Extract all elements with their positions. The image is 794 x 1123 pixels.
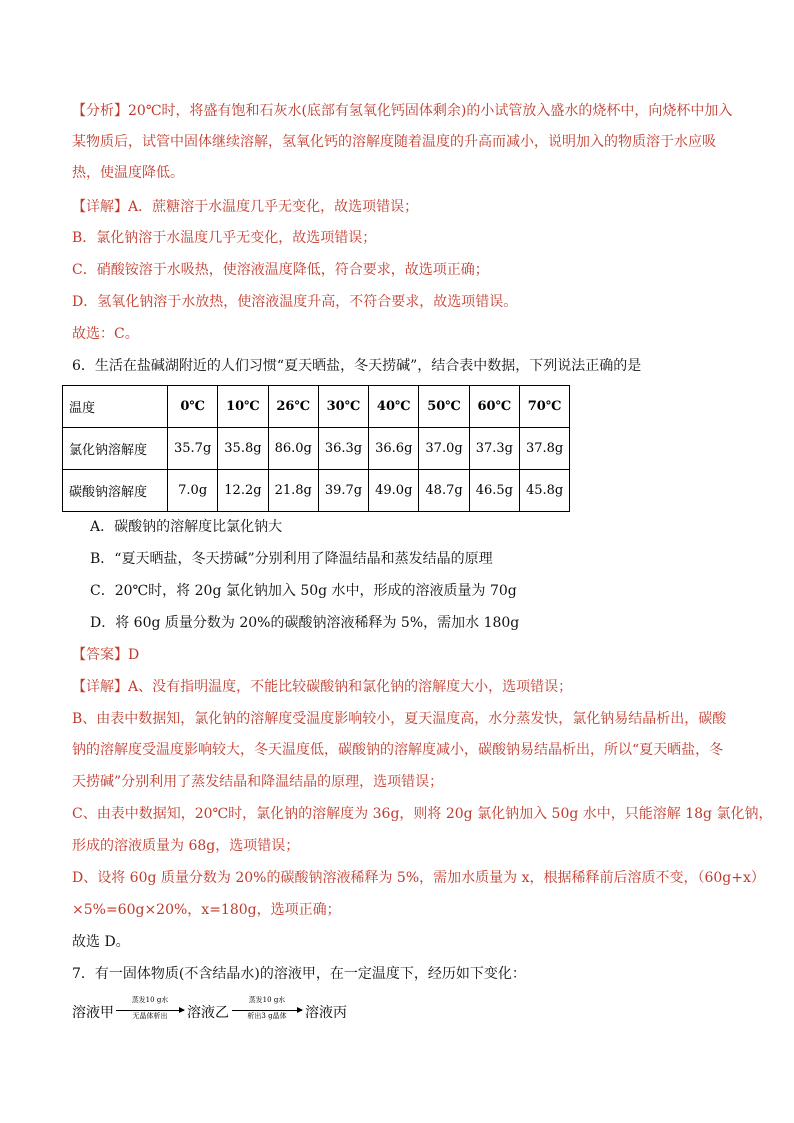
table-header-cell: 40℃ (369, 386, 419, 428)
question-6-detail-b1: B、由表中数据知，氯化钠的溶解度受温度影响较小，夏天温度高，水分蒸发快，氯化钠易结晶析出，碳酸 (72, 711, 727, 727)
table-header-cell: 10℃ (218, 386, 268, 428)
table-cell: 49.0g (369, 470, 419, 512)
solubility-table (62, 385, 570, 512)
table-header-row (63, 386, 570, 428)
table-cell: 36.3g (318, 428, 368, 470)
detail5-choice: 故选：C。 (72, 326, 139, 342)
table-cell: 39.7g (318, 470, 368, 512)
table-row (63, 428, 570, 470)
table-header-cell: 温度 (63, 386, 168, 428)
table-cell: 37.3g (469, 428, 519, 470)
table-cell: 12.2g (218, 470, 268, 512)
table-cell: 48.7g (419, 470, 469, 512)
question-6-answer: 【答案】D (72, 647, 140, 663)
table-cell: 45.8g (519, 470, 569, 512)
question-6-detail-b2: 钠的溶解度受温度影响较大，冬天温度低，碳酸钠的溶解度减小，碳酸钠易结晶析出，所以“夏天晒盐，冬 (72, 742, 724, 758)
flow-arrow-2 (232, 1010, 302, 1011)
table-header-cell: 60℃ (469, 386, 519, 428)
table-cell: 碳酸钠溶解度 (63, 470, 168, 512)
detail5-option-c: C．硝酸铵溶于水吸热，使溶液温度降低，符合要求，故选项正确； (72, 262, 489, 278)
table-cell: 46.5g (469, 470, 519, 512)
detail5-option-a: 【详解】A．蔗糖溶于水温度几乎无变化，故选项错误； (72, 199, 419, 215)
table-cell: 37.0g (419, 428, 469, 470)
detail5-option-d: D．氢氧化钠溶于水放热，使溶液温度升高，不符合要求，故选项错误。 (72, 294, 518, 310)
question-6-detail-d2: ×5%=60g×20%，x=180g，选项正确； (72, 902, 341, 918)
question-7-stem: 7．有一固体物质(不含结晶水)的溶液甲，在一定温度下，经历如下变化： (72, 966, 526, 982)
question-6-option-d: D．将 60g 质量分数为 20%的碳酸钠溶液稀释为 5%，需加水 180g (90, 615, 520, 631)
question-6-choice: 故选 D。 (72, 934, 130, 950)
flow-step2-top-label: 蒸发10 g水 (248, 996, 286, 1004)
table-row (63, 470, 570, 512)
table-header-cell: 0℃ (168, 386, 218, 428)
question-6-option-c: C．20℃时，将 20g 氯化钠加入 50g 水中，形成的溶液质量为 70g (90, 583, 517, 599)
question-6-option-a: A．碳酸钠的溶解度比氯化钠大 (90, 519, 283, 535)
question-6-detail-c2: 形成的溶液质量为 68g，选项错误； (72, 838, 300, 854)
flow-arrow-1 (116, 1010, 184, 1011)
table-header-cell: 50℃ (419, 386, 469, 428)
question-6-detail-d1: D、设将 60g 质量分数为 20%的碳酸钠溶液稀释为 5%，需加水质量为 x，根据稀释前后溶质不变，（60g+x） (72, 870, 765, 886)
question-6-detail-c1: C、由表中数据知，20℃时，氯化钠的溶解度为 36g，则将 20g 氯化钠加入 50g 水中，只能溶解 18g 氯化钠， (72, 806, 773, 822)
table-cell: 7.0g (168, 470, 218, 512)
table-cell: 35.8g (218, 428, 268, 470)
table-cell: 86.0g (268, 428, 318, 470)
table-cell: 36.6g (369, 428, 419, 470)
flow-step1-bottom-label: 无晶体析出 (132, 1012, 168, 1020)
flow-step2-bottom-label: 析出3 g晶体 (247, 1012, 287, 1020)
question-6-option-b: B．“夏天晒盐，冬天捞碱”分别利用了降温结晶和蒸发结晶的原理 (90, 551, 493, 567)
question-6-stem: 6．生活在盐碱湖附近的人们习惯“夏天晒盐，冬天捞碱”，结合表中数据，下列说法正确的是 (72, 358, 642, 374)
table-header-cell: 70℃ (519, 386, 569, 428)
table-header-cell: 30℃ (318, 386, 368, 428)
analysis-line-3: 热，使温度降低。 (72, 165, 184, 181)
analysis-line-2: 某物质后，试管中固体继续溶解，氢氧化钙的溶解度随着温度的升高而减小，说明加入的物质溶于水应吸 (72, 134, 716, 150)
question-6-detail-a: 【详解】A、没有指明温度，不能比较碳酸钠和氯化钠的溶解度大小，选项错误； (72, 679, 573, 695)
analysis-line-1: 【分析】20℃时，将盛有饱和石灰水(底部有氢氧化钙固体剩余)的小试管放入盛水的烧杯中，向烧杯中加入 (72, 103, 733, 119)
flow-end-solution: 溶液丙 (305, 1005, 347, 1021)
table-cell: 35.7g (168, 428, 218, 470)
detail5-option-b: B．氯化钠溶于水温度几乎无变化，故选项错误； (72, 230, 377, 246)
flow-middle-solution: 溶液乙 (187, 1005, 229, 1021)
table-cell: 氯化钠溶解度 (63, 428, 168, 470)
flow-step1-top-label: 蒸发10 g水 (131, 996, 169, 1004)
flow-start-solution: 溶液甲 (72, 1005, 114, 1021)
table-cell: 21.8g (268, 470, 318, 512)
question-6-detail-b3: 天捞碱”分别利用了蒸发结晶和降温结晶的原理，选项错误； (72, 774, 444, 790)
table-header-cell: 26℃ (268, 386, 318, 428)
table-cell: 37.8g (519, 428, 569, 470)
